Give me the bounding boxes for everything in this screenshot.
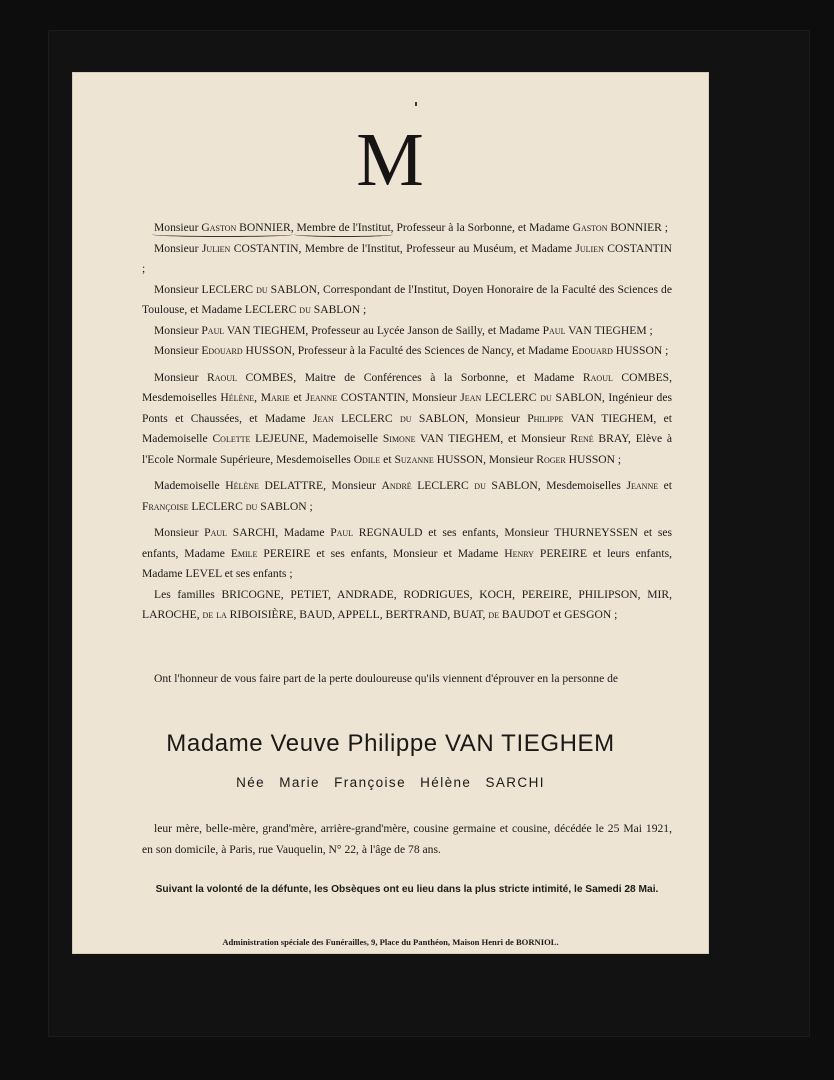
text: Julien <box>575 241 604 255</box>
family-entry-husson <box>142 341 672 362</box>
text: Jean <box>460 391 482 404</box>
text: Monsieur <box>154 221 202 234</box>
text: PEREIRE et leurs enfants, Madame LEVEL et ses enfants ; <box>142 546 672 580</box>
ornamental-initial: M <box>356 118 425 202</box>
text: LECLERC <box>411 479 475 492</box>
text: HUSSON ; <box>612 344 669 357</box>
family-entry-great-grandchildren <box>142 476 672 517</box>
text: Roger <box>536 452 566 466</box>
text: SABLON, Mesdemoiselles <box>485 479 627 492</box>
family-entry-van-tieghem <box>142 321 672 342</box>
text: Monsieur <box>154 323 202 337</box>
text: Raoul <box>207 370 237 384</box>
text: Jean <box>312 411 334 425</box>
text: LECLERC <box>333 411 400 425</box>
text: Monsieur <box>154 370 208 384</box>
funeral-notice: Suivant la volonté de la défunte, les Obsèques ont eu lieu dans la plus stricte intimité, le Samedi 28 Mai. <box>155 884 659 895</box>
text: Monsieur <box>154 526 205 539</box>
text: du <box>299 303 311 316</box>
text: SABLON ; <box>310 303 367 316</box>
text: Mademoiselle <box>154 479 226 492</box>
text: Les familles BRICOGNE, PETIET, ANDRADE, RODRIGUES, KOCH, PEREIRE, PHILIPSON, MIR, LAROCHE, <box>142 587 672 621</box>
text: du <box>256 282 268 296</box>
text: Suzanne <box>394 452 434 466</box>
text: Jeanne <box>626 479 659 492</box>
text: VAN TIEGHEM, et Monsieur <box>415 432 571 445</box>
maiden-name: Née Marie Françoise Hélène SARCHI <box>236 775 545 790</box>
text: REGNAULD et ses enfants, Monsieur THURNEYSSEN et ses enfants, Madame <box>142 526 672 560</box>
family-entry-sarchi <box>142 523 672 585</box>
text: HUSSON ; <box>565 452 622 466</box>
text: Paul <box>204 526 228 539</box>
text: , <box>290 221 297 234</box>
text: Edouard <box>201 344 243 357</box>
family-entry-grandchildren <box>142 368 672 471</box>
text: VAN TIEGHEM ; <box>565 323 653 337</box>
text: et <box>289 391 306 404</box>
administration-end: . <box>556 937 559 947</box>
text: SABLON, Monsieur <box>411 411 528 425</box>
text: Raoul <box>582 370 613 384</box>
text: COSTANTIN ; <box>142 241 673 275</box>
text: Jeanne <box>305 391 338 404</box>
text: , Professeur à la Sorbonne, et Madame <box>390 221 573 234</box>
text: Paul <box>330 526 354 539</box>
text: Hélène <box>225 479 259 492</box>
text: VAN TIEGHEM, et Mademoiselle <box>142 411 673 445</box>
text: DELATTRE, Monsieur <box>258 479 382 492</box>
text: HUSSON, Monsieur <box>433 452 537 466</box>
text: Monsieur LECLERC <box>154 282 257 296</box>
text: et <box>658 479 673 492</box>
text: COSTANTIN, Membre de l'Institut, Professeur au Muséum, et Madame <box>230 241 576 255</box>
text: SABLON, Correspondant de l'Institut, Doyen Honoraire de la Faculté des Sciences de Toulouse, et Madame LECLERC <box>142 282 673 316</box>
text: Emile <box>230 546 258 560</box>
text: Françoise <box>142 499 189 513</box>
text: LEJEUNE, Mademoiselle <box>250 432 383 445</box>
administration-footer <box>72 937 709 947</box>
text: Gaston <box>201 221 237 234</box>
honour-paragraph <box>142 669 672 690</box>
text: Gaston <box>572 221 608 234</box>
text: du <box>399 411 412 425</box>
administration-text: Administration spéciale des Funérailles, 9, Place du Panthéon, Maison Henri de <box>222 937 516 947</box>
text: COMBES, Maitre de Conférences à la Sorbonne, et Madame <box>236 370 583 384</box>
text: et <box>380 452 395 466</box>
text: Monsieur <box>154 344 202 357</box>
text: Paul <box>542 323 566 337</box>
text: Philippe <box>527 411 564 425</box>
text: BONNIER <box>236 221 291 234</box>
text: LECLERC <box>481 391 541 404</box>
text: Monsieur <box>154 241 202 255</box>
family-entry-bonnier <box>142 218 672 239</box>
text: SARCHI, Madame <box>227 526 331 539</box>
text: , <box>254 391 261 404</box>
underlined-name <box>154 221 291 234</box>
family-entry-leclerc-du-sablon <box>142 280 672 321</box>
text: Edouard <box>571 344 613 357</box>
text: BONNIER ; <box>607 221 669 234</box>
text: COSTANTIN, Monsieur <box>337 391 461 404</box>
text: SABLON, Ingénieur des Ponts et Chaussées, et Madame <box>142 391 672 425</box>
relation-text: leur mère, belle-mère, grand'mère, arrière-grand'mère, cousine germaine et cousine, décédée le 25 Mai 1921, en son domicile, à Paris, rue Vauquelin, N° 22, à l'âge de 78 ans. <box>142 822 672 856</box>
text: de <box>488 608 500 621</box>
text: du <box>474 479 486 492</box>
text: HUSSON, Professeur à la Faculté des Sciences de Nancy, et Madame <box>242 344 572 357</box>
families-list <box>142 218 672 626</box>
family-entry-costantin <box>142 239 672 280</box>
text: LECLERC <box>188 499 246 513</box>
text: André <box>381 479 412 492</box>
administration-name: BORNIOL <box>515 937 557 947</box>
deceased-name: Madame Veuve Philippe VAN TIEGHEM <box>166 730 615 757</box>
paper-mark <box>415 102 417 106</box>
text: Julien <box>201 241 231 255</box>
text: de la <box>202 608 227 621</box>
text: Odile <box>353 452 381 466</box>
text: du <box>540 391 552 404</box>
text: RIBOISIÈRE, BAUD, APPELL, BERTRAND, BUAT, <box>226 608 489 621</box>
text: Hélène <box>220 391 255 404</box>
text: BRAY, Elève à l'Ecole Normale Supérieure, Mesdemoiselles <box>142 432 673 466</box>
text: Paul <box>201 323 225 337</box>
text: du <box>245 499 258 513</box>
text: BAUDOT et GESGON ; <box>499 608 618 621</box>
text: COMBES, Mesdemoiselles <box>142 370 673 404</box>
text: Colette <box>212 432 251 445</box>
text: Simone <box>382 432 416 445</box>
text: René <box>570 432 594 445</box>
text: Henry <box>504 546 534 560</box>
honour-text: Ont l'honneur de vous faire part de la perte douloureuse qu'ils viennent d'éprouver en la personne de <box>154 672 619 685</box>
text: Marie <box>260 391 290 404</box>
text: PEREIRE et ses enfants, Monsieur et Madame <box>257 546 505 560</box>
relation-paragraph <box>142 819 672 860</box>
text: VAN TIEGHEM, Professeur au Lycée Janson de Sailly, et Madame <box>224 323 543 337</box>
family-entry-other-families <box>142 585 672 626</box>
text: SABLON ; <box>257 499 313 513</box>
funeral-announcement-card <box>72 72 709 954</box>
underlined-title: Membre de l'Institut <box>296 221 391 234</box>
